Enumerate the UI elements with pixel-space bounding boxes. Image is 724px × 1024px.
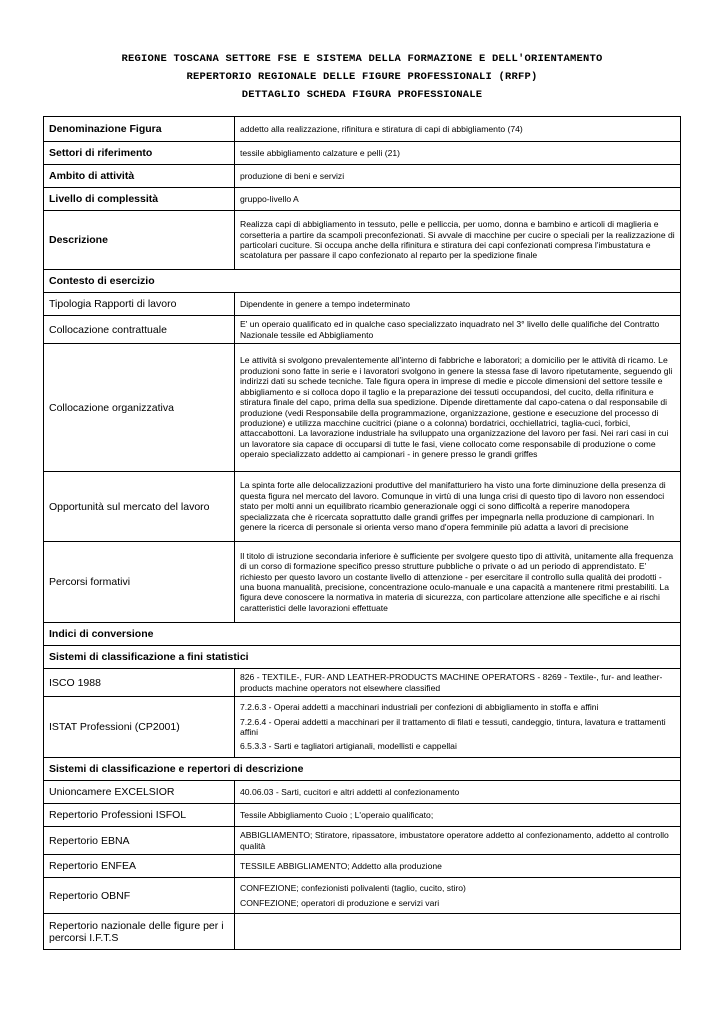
label-tipologia: Tipologia Rapporti di lavoro [44,293,235,316]
label-collocazione-organizzativa: Collocazione organizzativa [44,344,235,472]
label-descrizione: Descrizione [44,211,235,270]
section-sistemi-statistici: Sistemi di classificazione a fini statistici [44,646,681,669]
label-istat: ISTAT Professioni (CP2001) [44,697,235,758]
document-header [0,50,724,104]
row-ebna [44,827,681,855]
obnf-entry: CONFEZIONE; confezionisti polivalenti (taglio, cucito, stiro) [240,883,466,894]
label-isfol: Repertorio Professioni ISFOL [44,804,235,827]
label-unioncamere: Unioncamere EXCELSIOR [44,781,235,804]
value-ambito: produzione di beni e servizi [235,165,681,188]
istat-entry: 7.2.6.3 - Operai addetti a macchinari industriali per confezioni di abbigliamento in stoffa e affini [240,702,599,713]
row-ambito [44,165,681,188]
row-ifts [44,914,681,950]
row-settori [44,142,681,165]
section-sistemi-repertori: Sistemi di classificazione e repertori di descrizione [44,758,681,781]
row-indici [44,623,681,646]
value-ebna: ABBIGLIAMENTO; Stiratore, ripassatore, imbustatore operatore addetto al confezionamento, addetto al controllo qualità [235,827,681,855]
value-isco: 826 - TEXTILE-, FUR- AND LEATHER-PRODUCTS MACHINE OPERATORS - 8269 - Textile-, fur- and leather-products machine operators not elsewhere classified [235,669,681,697]
value-opportunita: La spinta forte alle delocalizzazioni produttive del manifatturiero ha visto una forte diminuzione della presenza di questa figura nel mercato del lavoro. Comunque in virtù di una lunga crisi di questo tipo di lavoro non essendoci stato per molti anni un equilibrato ricambio generazionale oggi ci sono difficoltà a reperire manodopera specializzata che è ricercata soprattutto dalle grandi griffes per impegnarla nella produzione di campionari. In genere la ricerca di personale si orienta verso mano d'opera femminile più adatta a lavori di precisione [235,472,681,542]
label-collocazione-contrattuale: Collocazione contrattuale [44,316,235,344]
value-percorsi: Il titolo di istruzione secondaria inferiore è sufficiente per svolgere questo tipo di attività, unitamente alla frequenza di un corso di formazione specifico presso strutture pubbliche o private o ad un periodo di apprendistato. E' richiesto per questo lavoro un costante livello di attenzione - per esercitare il controllo sulla qualità dei prodotti - una buona manualità, precisione, concentrazione oculo-manuale e una capacità a mantenere ritmi prestabiliti. La figura deve conoscere la normativa in materia di sicurezza, con particolare attenzione alle specifiche e ai rischi caratteristici delle lavorazioni effettuate [235,542,681,623]
label-ebna: Repertorio EBNA [44,827,235,855]
label-opportunita: Opportunità sul mercato del lavoro [44,472,235,542]
istat-entry: 6.5.3.3 - Sarti e tagliatori artigianali, modellisti e cappellai [240,741,457,752]
header-line-1: REGIONE TOSCANA SETTORE FSE E SISTEMA DELLA FORMAZIONE E DELL'ORIENTAMENTO [121,53,603,65]
value-enfea: TESSILE ABBIGLIAMENTO; Addetto alla produzione [235,855,681,878]
value-livello: gruppo-livello A [235,188,681,211]
row-sistemi-repertori [44,758,681,781]
row-denominazione [44,117,681,142]
header-line-2: REPERTORIO REGIONALE DELLE FIGURE PROFESSIONALI (RRFP) [186,71,538,83]
row-isco [44,669,681,697]
section-indici: Indici di conversione [44,623,681,646]
value-tipologia: Dipendente in genere a tempo indeterminato [235,293,681,316]
value-obnf [235,878,681,914]
obnf-entry: CONFEZIONE; operatori di produzione e servizi vari [240,897,440,908]
section-contesto: Contesto di esercizio [44,270,681,293]
row-collocazione-contrattuale [44,316,681,344]
header-line-3: DETTAGLIO SCHEDA FIGURA PROFESSIONALE [241,89,483,101]
label-ifts: Repertorio nazionale delle figure per i percorsi I.F.T.S [44,914,235,950]
row-opportunita [44,472,681,542]
row-descrizione [44,211,681,270]
label-isco: ISCO 1988 [44,669,235,697]
label-obnf: Repertorio OBNF [44,878,235,914]
row-livello [44,188,681,211]
label-enfea: Repertorio ENFEA [44,855,235,878]
label-percorsi: Percorsi formativi [44,542,235,623]
row-tipologia [44,293,681,316]
value-denominazione: addetto alla realizzazione, rifinitura e stiratura di capi di abbigliamento (74) [235,117,681,142]
value-unioncamere: 40.06.03 - Sarti, cucitori e altri addetti al confezionamento [235,781,681,804]
row-sistemi-statistici [44,646,681,669]
scheda-table [43,116,681,950]
value-settori: tessile abbigliamento calzature e pelli (21) [235,142,681,165]
row-enfea [44,855,681,878]
istat-entry: 7.2.6.4 - Operai addetti a macchinari per il trattamento di filati e tessuti, candeggio, tintura, lavatura e trattamenti affini [240,716,666,737]
value-ifts [235,914,681,950]
row-obnf [44,878,681,914]
row-isfol [44,804,681,827]
value-isfol: Tessile Abbigliamento Cuoio ; L'operaio qualificato; [235,804,681,827]
label-denominazione: Denominazione Figura [44,117,235,142]
value-istat [235,697,681,758]
label-ambito: Ambito di attività [44,165,235,188]
value-collocazione-organizzativa: Le attività si svolgono prevalentemente all'interno di fabbriche e laboratori; a domicilio per le attività di ricamo. Le produzioni sono fatte in serie e i lavoratori svolgono in genere la stessa fase di lavoro ripetutamente, seguendo gli indirizzi dati su schede tecniche. Tale figura opera in imprese di medie e piccole dimensioni del settore tessile e abbigliamento e si colloca dopo il taglio e la preparazione dei tessuti occupandosi, del cucito, della rifinitura e stiratura finale del capo, prima della sua spedizione. Dipende direttamente dal capo-catena o dal responsabile di produzione (vedi Responsabile della programmazione, organizzazione, gestione e esecuzione del processo di produzione) e utilizza macchine cucitrici (piane o a colonna) bordatrici, occhiellatrici, taglia-cuci, forbici, attaccabottoni. La lavorazione industriale ha sviluppato una organizzazione del lavoro per fasi. Nei rari casi in cui un lavoratore sia capace di occuparsi di tutte le fasi, viene collocato come responsabile di produzione o come operaio specializzato addetto ai campionari - in genere presso le grandi griffes [235,344,681,472]
value-descrizione: Realizza capi di abbigliamento in tessuto, pelle e pelliccia, per uomo, donna e bambino e articoli di maglieria e corsetteria a partire da scampoli preconfezionati. Si avvale di macchine per cucire o speciali per la realizzazione di particolari cuciture. Si occupa anche della rifinitura e stiratura dei capi confezionati compresa l'imbustatura e scatolatura per passare il capo confezionato al reparto per la spedizione finale [235,211,681,270]
row-unioncamere [44,781,681,804]
row-collocazione-organizzativa [44,344,681,472]
label-settori: Settori di riferimento [44,142,235,165]
label-livello: Livello di complessità [44,188,235,211]
value-collocazione-contrattuale: E' un operaio qualificato ed in qualche caso specializzato inquadrato nel 3° livello delle qualifiche del Contratto Nazionale tessile ed Abbigliamento [235,316,681,344]
row-percorsi [44,542,681,623]
row-istat [44,697,681,758]
row-contesto [44,270,681,293]
